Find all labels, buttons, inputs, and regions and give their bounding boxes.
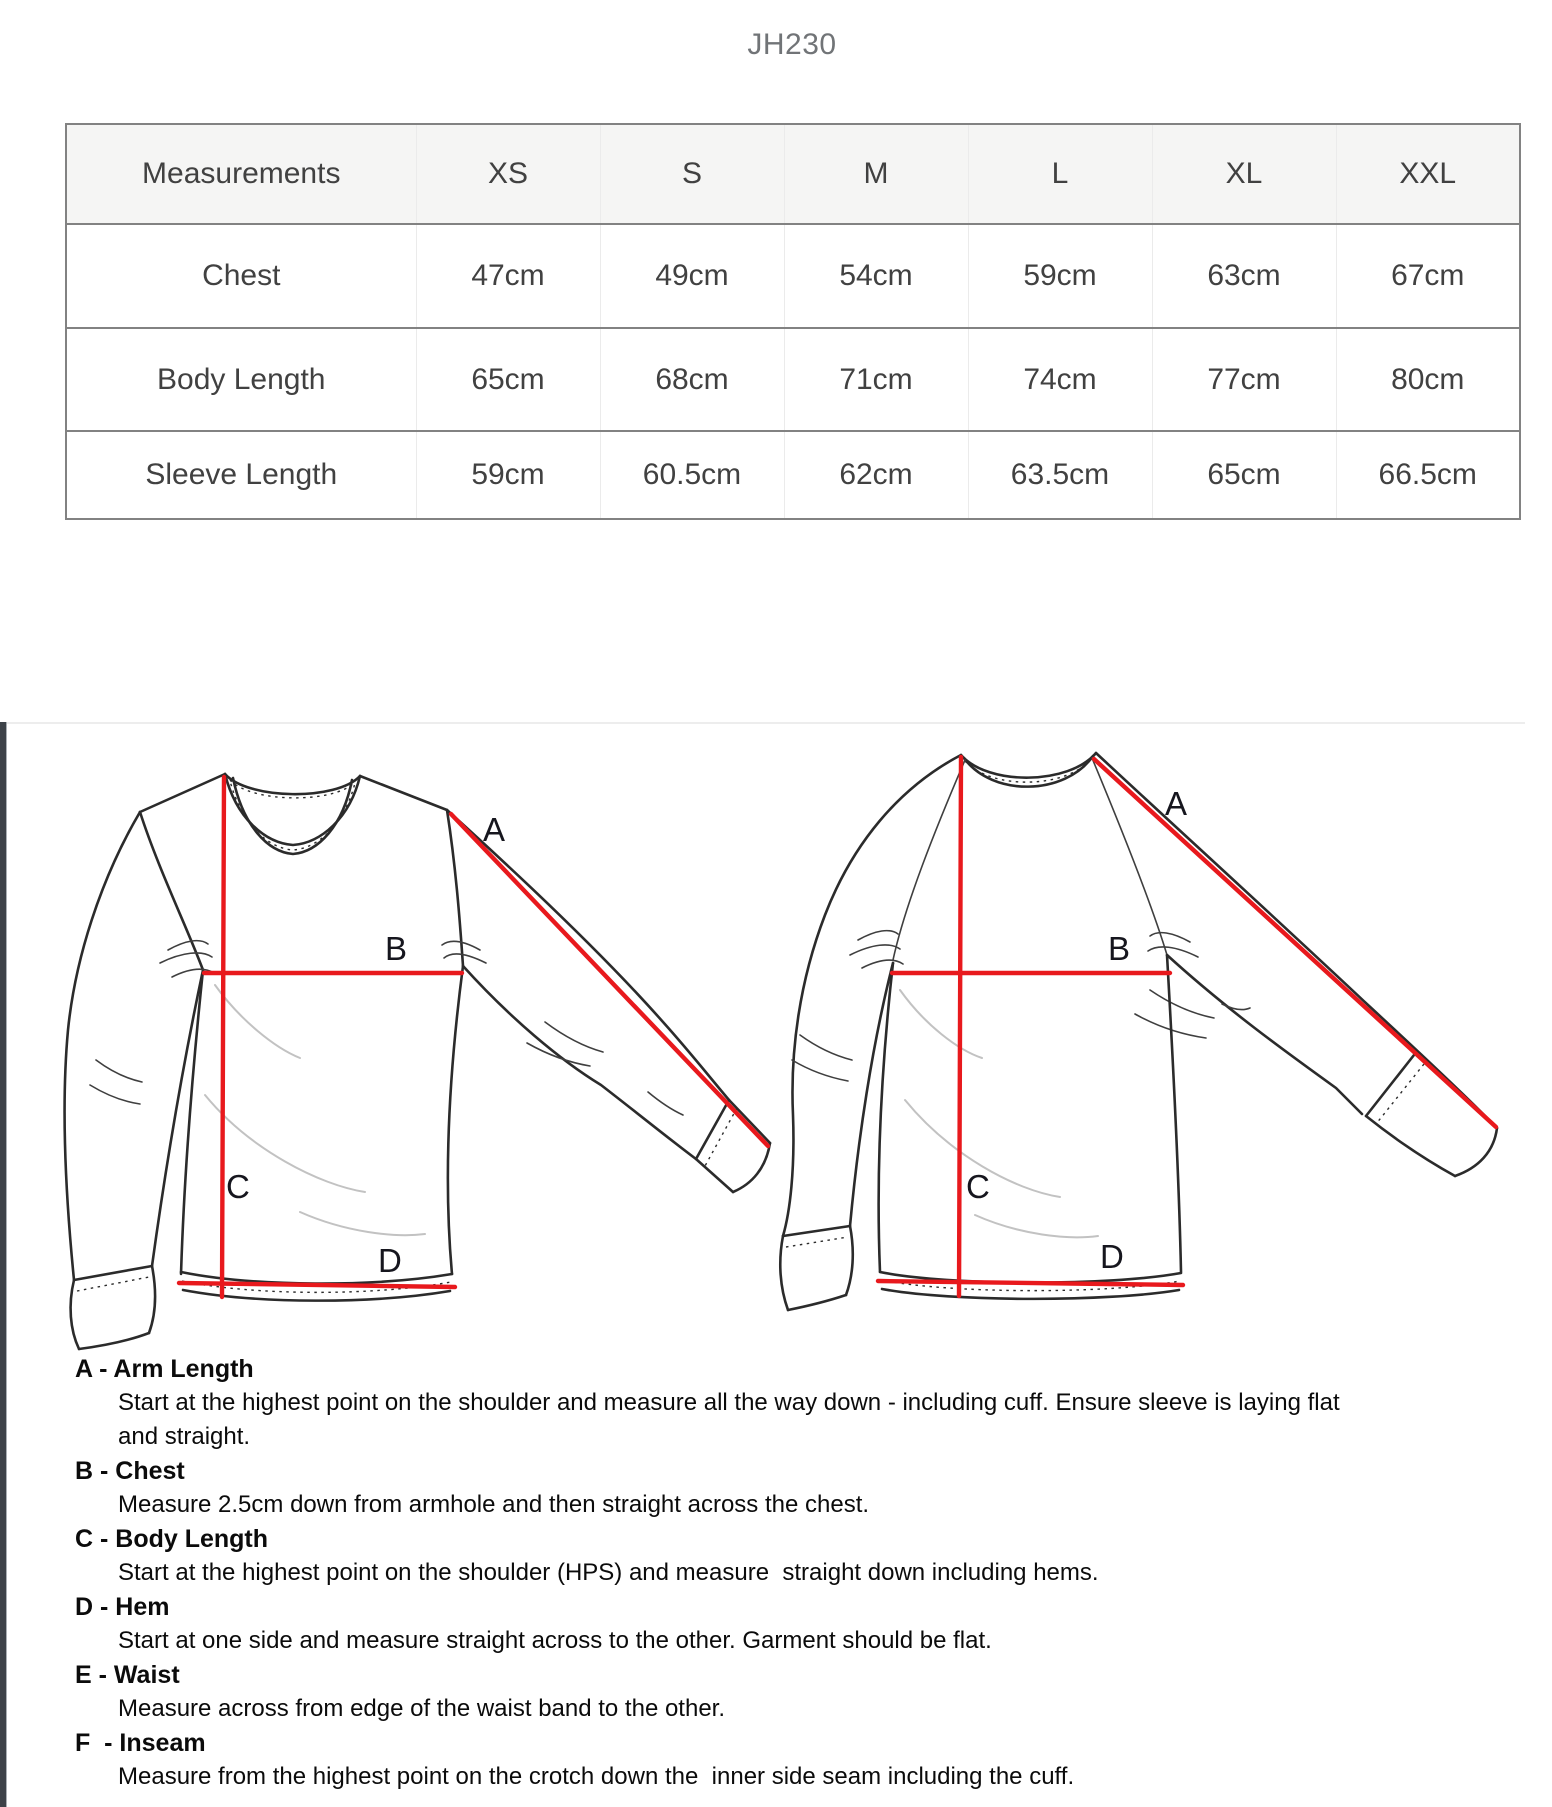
measurement-value: 63.5cm <box>968 431 1152 519</box>
page-title: JH230 <box>747 28 837 61</box>
measurement-value: 54cm <box>784 224 968 328</box>
measurement-legend <box>75 1352 1505 1794</box>
legend-heading: A - Arm Length <box>75 1355 254 1383</box>
front-label-d: D <box>378 1242 402 1279</box>
legend-line: Start at the highest point on the shoulder (HPS) and measure straight down including hems. <box>118 1559 1099 1586</box>
legend-line: Start at the highest point on the shoulder and measure all the way down - including cuff. Ensure sleeve is laying flat <box>118 1389 1340 1416</box>
measurement-value: 74cm <box>968 328 1152 431</box>
row-label: Sleeve Length <box>66 431 416 519</box>
front-line-arm-length <box>451 814 768 1146</box>
front-label-c: C <box>226 1168 250 1205</box>
size-table <box>65 123 1521 520</box>
measurement-value: 59cm <box>968 224 1152 328</box>
measurement-value: 80cm <box>1336 328 1520 431</box>
measurement-value: 49cm <box>600 224 784 328</box>
measurement-value: 62cm <box>784 431 968 519</box>
legend-heading: E - Waist <box>75 1661 180 1689</box>
column-header-size: S <box>600 124 784 224</box>
measurement-value: 68cm <box>600 328 784 431</box>
legend-line: Start at one side and measure straight across to the other. Garment should be flat. <box>118 1627 992 1654</box>
column-header-size: XXL <box>1336 124 1520 224</box>
front-line-body-length <box>222 777 224 1297</box>
column-header-size: XL <box>1152 124 1336 224</box>
back-line-body-length <box>959 757 961 1296</box>
measurement-value: 67cm <box>1336 224 1520 328</box>
back-line-arm-length <box>1094 759 1496 1127</box>
legend-line: and straight. <box>118 1423 251 1450</box>
row-label: Body Length <box>66 328 416 431</box>
legend-heading: D - Hem <box>75 1593 170 1621</box>
measurement-value: 77cm <box>1152 328 1336 431</box>
legend-line: Measure across from edge of the waist band to the other. <box>118 1695 726 1722</box>
back-label-d: D <box>1100 1238 1124 1275</box>
measurement-value: 59cm <box>416 431 600 519</box>
table-row <box>66 328 1520 431</box>
column-header-size: XS <box>416 124 600 224</box>
legend-line: Measure from the highest point on the crotch down the inner side seam including the cuff. <box>118 1763 1075 1790</box>
size-table-body <box>66 224 1520 519</box>
legend-heading: F - Inseam <box>75 1729 206 1757</box>
back-label-c: C <box>966 1168 990 1205</box>
measurement-value: 65cm <box>1152 431 1336 519</box>
front-garment-drawing <box>65 774 770 1349</box>
legend-heading: C - Body Length <box>75 1525 269 1553</box>
front-label-a: A <box>483 811 506 848</box>
measurement-value: 66.5cm <box>1336 431 1520 519</box>
legend-heading: B - Chest <box>75 1457 185 1485</box>
back-line-hem <box>878 1281 1183 1285</box>
measurement-value: 60.5cm <box>600 431 784 519</box>
measurement-value: 65cm <box>416 328 600 431</box>
measurement-value: 47cm <box>416 224 600 328</box>
table-row <box>66 431 1520 519</box>
column-header-size: M <box>784 124 968 224</box>
back-label-b: B <box>1108 930 1131 967</box>
table-row <box>66 224 1520 328</box>
back-garment-drawing <box>780 753 1497 1310</box>
measurement-value: 71cm <box>784 328 968 431</box>
column-header-measurements: Measurements <box>66 124 416 224</box>
front-label-b: B <box>385 930 408 967</box>
row-label: Chest <box>66 224 416 328</box>
back-label-a: A <box>1165 785 1188 822</box>
column-header-size: L <box>968 124 1152 224</box>
size-table-header <box>66 124 1520 224</box>
legend-line: Measure 2.5cm down from armhole and then straight across the chest. <box>118 1491 870 1518</box>
measurement-value: 63cm <box>1152 224 1336 328</box>
